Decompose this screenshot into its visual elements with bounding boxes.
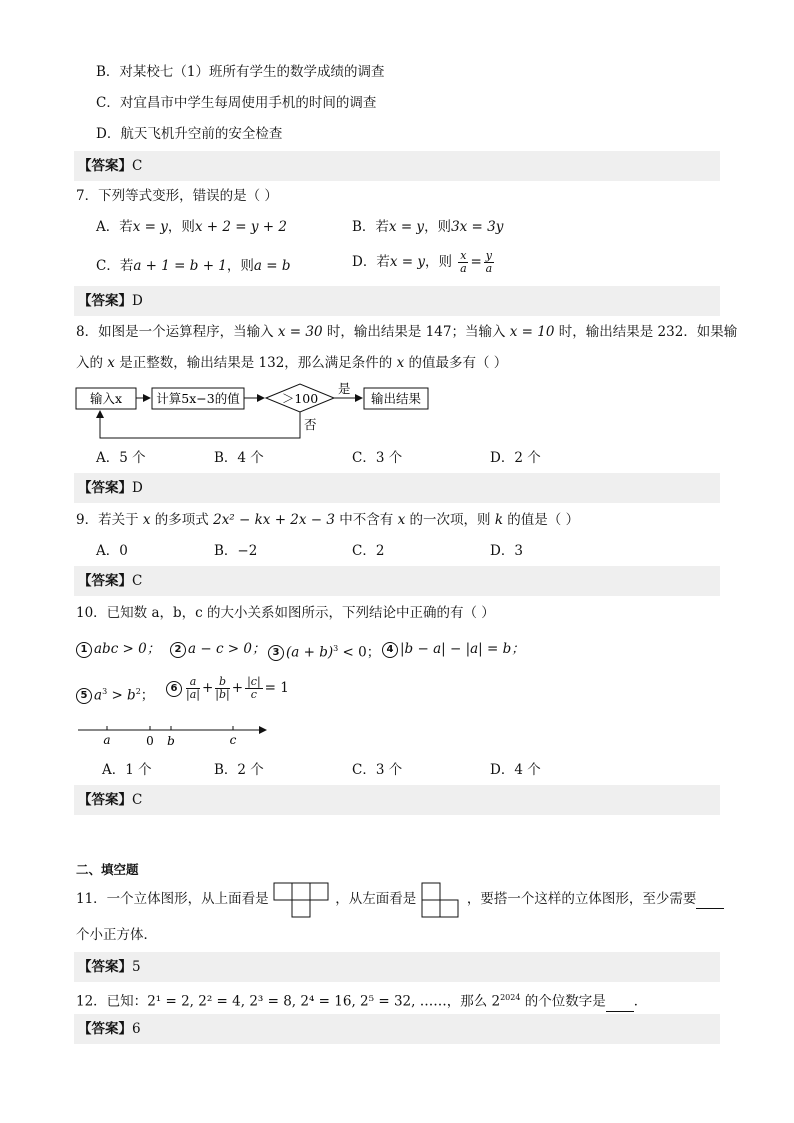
q10-number-line: [74, 718, 274, 748]
flow-loop-arrow: [100, 411, 300, 438]
q9-option-c: C．2: [352, 543, 385, 559]
label-a: a: [103, 733, 111, 747]
q8-stem-line2: 入的 x 是正整数，输出结果是 132，那么满足条件的 x 的值最多有（ ）: [76, 355, 508, 371]
fraction: $\frac{y}{a}$: [485, 249, 493, 275]
q7-option-c: C．若a + 1 = b + 1，则a = b: [96, 258, 291, 274]
fraction: $\frac{b}{|b|}$: [215, 675, 230, 701]
flow-no-label: 否: [304, 417, 317, 432]
q10-claim-6: 6 $\frac{a}{|a|}$ + $\frac{b}{|b|}$ + $\frac{|c|}{c}$ = 1: [166, 676, 289, 701]
flow-decision-text: ＞100: [281, 391, 319, 406]
q12-stem: 12．已知：2¹ = 2, 2² = 4, 2³ = 8, 2⁴ = 16, 2⁵ = 32, ……，那么 $2^{2024}$ 的个位数字是 ．: [76, 993, 648, 1010]
q10-option-b: B．2 个: [214, 762, 264, 778]
fraction: $\frac{a}{|a|}$: [186, 675, 200, 701]
q10-claim-5: 5 $a^3 > b^2$；: [76, 682, 154, 706]
q8-option-c: C．3 个: [352, 450, 403, 466]
q8-flowchart: [70, 380, 440, 442]
q9-stem: 9．若关于 x 的多项式 2x² − kx + 2x − 3 中不含有 x 的一次项，则 k 的值是（ ）: [76, 512, 580, 528]
q10-option-d: D．4 个: [490, 762, 541, 778]
fraction: $\frac{x}{a}$: [460, 249, 467, 275]
q10-claim-4: 4 |b − a| − |a| = b；: [382, 639, 525, 659]
q7-stem: 7．下列等式变形，错误的是（ ）: [76, 188, 278, 204]
flow-yes-label: 是: [338, 381, 351, 396]
q8-option-d: D．2 个: [490, 450, 541, 466]
flow-input-text: 输入x: [89, 391, 123, 406]
q10-claim-3: 3 $(a + b)^3 < 0$；: [268, 639, 380, 663]
q12-answer: 【答案】6: [74, 1014, 720, 1044]
q8-answer: 【答案】D: [74, 473, 720, 503]
q10-option-a: A．1 个: [102, 762, 152, 778]
label-zero: 0: [146, 734, 154, 748]
q9-answer: 【答案】C: [74, 566, 720, 596]
q11-answer: 【答案】5: [74, 952, 720, 982]
q11-stem-line2: 个小正方体．: [76, 927, 157, 943]
flow-compute-text: 计算5x−3的值: [156, 391, 240, 406]
answer-blank: [606, 997, 634, 1012]
flow-output-text: 输出结果: [370, 391, 422, 406]
section-title: 二、填空题: [76, 862, 139, 877]
top-view-figure: [273, 882, 331, 918]
q7-answer: 【答案】D: [74, 286, 720, 316]
q7-option-b: B．若x = y，则3x = 3y: [352, 219, 504, 235]
label-b: b: [167, 734, 175, 748]
q10-claim-2: 2 a − c > 0；: [170, 639, 266, 659]
q6-option-b: B．对某校七（1）班所有学生的数学成绩的调查: [96, 64, 385, 80]
q10-stem: 10．已知数 a，b，c 的大小关系如图所示，下列结论中正确的有（ ）: [76, 605, 495, 621]
q9-option-b: B．−2: [214, 543, 258, 559]
q7-option-d: D．若x = y，则 $\frac{x}{a}$ = $\frac{y}{a}$: [352, 249, 493, 275]
q6-option-d: D．航天飞机升空前的安全检查: [96, 126, 283, 142]
q10-answer: 【答案】C: [74, 785, 720, 815]
q11-stem-line1: 11．一个立体图形，从上面看是 ，从左面看是 ，要搭一个这样的立体图形，至少需要: [76, 889, 724, 909]
q9-option-a: A．0: [96, 543, 128, 559]
q8-stem-line1: 8．如图是一个运算程序，当输入 x = 30 时，输出结果是 147；当输入 x = 10 时，输出结果是 232．如果输: [76, 324, 738, 340]
q7-option-a: A．若x = y，则x + 2 = y + 2: [96, 219, 287, 235]
q10-option-c: C．3 个: [352, 762, 403, 778]
q6-option-c: C．对宜昌市中学生每周使用手机的时间的调查: [96, 95, 377, 111]
q8-option-b: B．4 个: [214, 450, 264, 466]
q10-claim-1: 1 abc > 0；: [76, 639, 160, 659]
left-view-figure: [421, 882, 463, 918]
q6-answer: 【答案】C: [74, 151, 720, 181]
q8-option-a: A．5 个: [96, 450, 146, 466]
fraction: $\frac{|c|}{c}$: [247, 675, 261, 701]
q9-option-d: D．3: [490, 543, 523, 559]
answer-blank: [696, 894, 724, 909]
label-c: c: [229, 733, 237, 747]
